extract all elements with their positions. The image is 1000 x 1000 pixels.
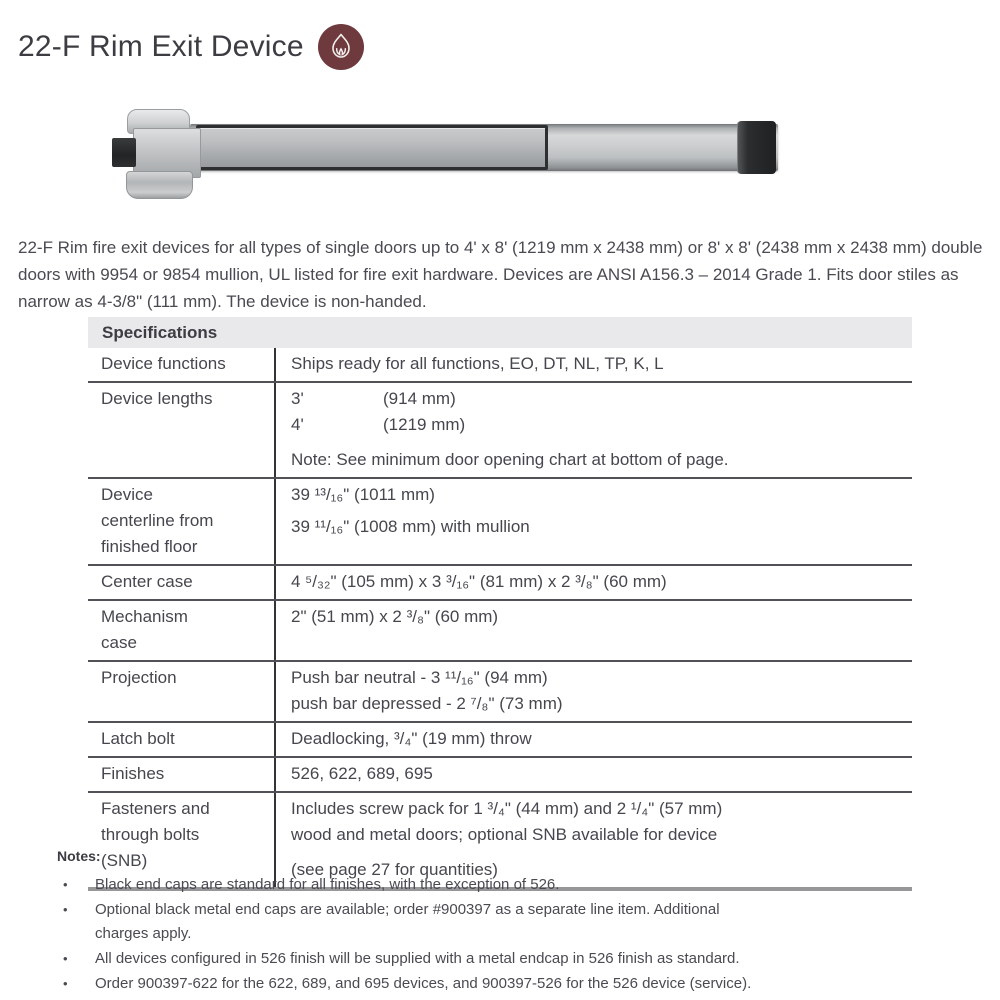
spec-row-value bbox=[276, 758, 912, 791]
spec-row bbox=[88, 758, 912, 793]
device-latch-block bbox=[112, 138, 136, 167]
product-description: 22-F Rim fire exit devices for all types of single doors up to 4' x 8' (1219 mm x 2438 mm) or 8' x 8' (2438 mm x 2438 mm) double doors with 9954 or 9854 mullion, UL listed for fire exit hardware. Devices are ANSI A156.3 – 2014 Grade 1. Fits door stiles as narrow as 4-3/8" (111 mm). The device is non-handed. bbox=[18, 238, 983, 311]
spec-row-label: Device centerline from finished floor bbox=[88, 479, 276, 564]
device-length-size: 3' bbox=[291, 389, 304, 408]
spec-row bbox=[88, 479, 912, 566]
fire-icon bbox=[318, 24, 364, 70]
spec-row bbox=[88, 723, 912, 758]
device-length-size: 4' bbox=[291, 415, 304, 434]
bullet-icon: • bbox=[63, 902, 68, 917]
spec-row-value bbox=[276, 383, 912, 477]
device-length-metric: (914 mm) bbox=[383, 389, 456, 408]
spec-row-value bbox=[276, 479, 912, 564]
fire-rated-badge bbox=[318, 24, 364, 70]
spec-value-line: push bar depressed - 2 ⁷/₈" (73 mm) bbox=[291, 694, 563, 713]
spec-value-line: Push bar neutral - 3 ¹¹/₁₆" (94 mm) bbox=[291, 668, 548, 687]
spec-row bbox=[88, 348, 912, 383]
spec-row-label: Center case bbox=[88, 566, 276, 599]
spec-value-line: Ships ready for all functions, EO, DT, NL, TP, K, L bbox=[291, 354, 664, 373]
spec-row bbox=[88, 601, 912, 662]
note-item: • All devices configured in 526 finish will be supplied with a metal endcap in 526 finish as standard. bbox=[57, 947, 967, 971]
spec-value-line: Deadlocking, ³/₄" (19 mm) throw bbox=[291, 729, 532, 748]
note-item: • Black end caps are standard for all finishes, with the exception of 526. bbox=[57, 873, 967, 897]
title-row bbox=[18, 24, 364, 70]
spec-value-line: Includes screw pack for 1 ³/₄" (44 mm) and 2 ¹/₄" (57 mm) bbox=[291, 799, 723, 818]
spec-row bbox=[88, 566, 912, 601]
bullet-icon: • bbox=[63, 951, 68, 966]
spec-row-label: Device lengths bbox=[88, 383, 276, 477]
spec-row bbox=[88, 383, 912, 479]
spec-row-label: Latch bolt bbox=[88, 723, 276, 756]
spec-row-value bbox=[276, 566, 912, 599]
spec-value-line: 4 ⁵/₃₂" (105 mm) x 3 ³/₁₆" (81 mm) x 2 ³/₈" (60 mm) bbox=[291, 572, 667, 591]
spec-value-line: wood and metal doors; optional SNB available for device bbox=[291, 825, 718, 844]
spec-row-label: Mechanism case bbox=[88, 601, 276, 660]
spec-row-label: Device functions bbox=[88, 348, 276, 381]
spec-row-value bbox=[276, 601, 912, 660]
spec-note: Note: See minimum door opening chart at bottom of page. bbox=[291, 450, 729, 469]
spec-row bbox=[88, 662, 912, 723]
spec-row-label: Fasteners and through bolts (SNB) bbox=[88, 793, 276, 887]
spec-row-label: Projection bbox=[88, 662, 276, 721]
spec-row-label: Finishes bbox=[88, 758, 276, 791]
notes-header: Notes: bbox=[57, 848, 101, 864]
spec-row-value bbox=[276, 723, 912, 756]
device-push-pad bbox=[196, 125, 548, 170]
spec-row-value bbox=[276, 348, 912, 381]
page-title: 22-F Rim Exit Device bbox=[18, 30, 304, 63]
bullet-icon: • bbox=[63, 976, 68, 991]
spec-value-line: (see page 27 for quantities) bbox=[291, 860, 498, 879]
device-center-case-foot bbox=[126, 171, 193, 199]
specifications-table bbox=[88, 317, 912, 891]
spec-value-line: 39 ¹¹/₁₆" (1008 mm) with mullion bbox=[291, 517, 530, 536]
specifications-header: Specifications bbox=[88, 317, 912, 348]
device-end-cap bbox=[737, 121, 776, 174]
exit-device-image bbox=[112, 106, 780, 202]
bullet-icon: • bbox=[63, 877, 68, 892]
spec-value-line: 2" (51 mm) x 2 ³/₈" (60 mm) bbox=[291, 607, 499, 626]
spec-value-line: 39 ¹³/₁₆" (1011 mm) bbox=[291, 485, 435, 504]
spec-value-line: 526, 622, 689, 695 bbox=[291, 764, 433, 783]
note-item: • Order 900397-622 for the 622, 689, and 695 devices, and 900397-526 for the 526 device (service). bbox=[57, 972, 967, 996]
device-length-metric: (1219 mm) bbox=[383, 415, 466, 434]
notes-section bbox=[57, 848, 967, 997]
note-item: • Optional black metal end caps are available; order #900397 as a separate line item. Additional charges apply. bbox=[57, 898, 967, 946]
spec-row-value bbox=[276, 662, 912, 721]
